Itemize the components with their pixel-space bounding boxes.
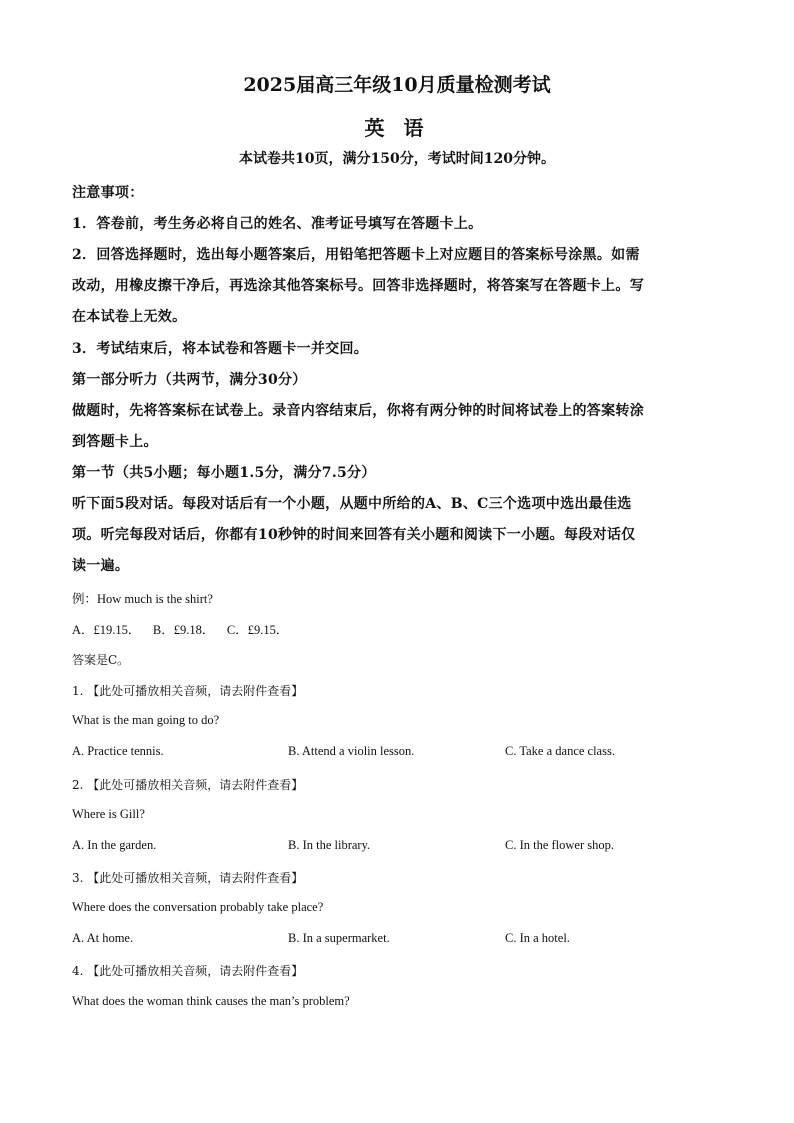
- part1-instructions-line-2: 到答题卡上。: [72, 434, 158, 450]
- question-3-text: Where does the conversation probably take place?: [72, 900, 324, 914]
- section1-instructions-line-2: 项。听完每段对话后，你都有10秒钟的时间来回答有关小题和阅读下一小题。每段对话仅: [72, 527, 636, 543]
- question-2-audio: 2. 【此处可播放相关音频，请去附件查看】: [72, 778, 304, 792]
- question-1-option-c: C. Take a dance class.: [505, 744, 615, 758]
- question-4-text: What does the woman think causes the man’s problem?: [72, 994, 350, 1008]
- question-1-audio: 1. 【此处可播放相关音频，请去附件查看】: [72, 684, 304, 698]
- exam-info: 本试卷共10页，满分150分，考试时间120分钟。: [239, 151, 555, 167]
- question-3-option-a: A. At home.: [72, 931, 134, 945]
- example-answer: 答案是C。: [72, 653, 130, 667]
- question-1-option-a: A. Practice tennis.: [72, 744, 164, 758]
- section1-heading: 第一节（共5小题；每小题1.5分，满分7.5分）: [72, 465, 376, 481]
- part1-heading: 第一部分听力（共两节，满分30分）: [72, 372, 307, 388]
- question-3-option-c: C. In a hotel.: [505, 931, 570, 945]
- note-item-3: 3．考试结束后，将本试卷和答题卡一并交回。: [72, 341, 369, 357]
- section1-instructions-line-3: 读一遍。: [72, 558, 130, 574]
- exam-title: 2025届高三年级10月质量检测考试: [243, 74, 551, 96]
- question-3-option-b: B. In a supermarket.: [288, 931, 390, 945]
- section1-instructions-line-1: 听下面5段对话。每段对话后有一个小题，从题中所给的A、B、C三个选项中选出最佳选: [72, 496, 632, 512]
- question-2-option-b: B. In the library.: [288, 838, 371, 852]
- notes-heading: 注意事项：: [72, 185, 144, 201]
- question-2-option-c: C. In the flower shop.: [505, 838, 615, 852]
- question-2-text: Where is Gill?: [72, 807, 145, 821]
- note-item-2-line-3: 在本试卷上无效。: [72, 309, 187, 325]
- question-4-audio: 4. 【此处可播放相关音频，请去附件查看】: [72, 964, 304, 978]
- note-item-1: 1．答卷前，考生务必将自己的姓名、准考证号填写在答题卡上。: [72, 216, 483, 232]
- question-3-audio: 3. 【此处可播放相关音频，请去附件查看】: [72, 871, 304, 885]
- question-2-option-a: A. In the garden.: [72, 838, 157, 852]
- note-item-2-line-1: 2．回答选择题时，选出每小题答案后，用铅笔把答题卡上对应题目的答案标号涂黑。如需: [72, 247, 640, 263]
- question-1-option-b: B. Attend a violin lesson.: [288, 744, 415, 758]
- example-options: A．£19.15． B．£9.18． C．£9.15．: [72, 623, 289, 637]
- question-1-text: What is the man going to do?: [72, 713, 220, 727]
- part1-instructions-line-1: 做题时，先将答案标在试卷上。录音内容结束后，你将有两分钟的时间将试卷上的答案转涂: [72, 403, 644, 419]
- subject-title: 英 语: [364, 116, 430, 140]
- note-item-2-line-2: 改动，用橡皮擦干净后，再选涂其他答案标号。回答非选择题时，将答案写在答题卡上。写: [72, 278, 644, 294]
- example-question: 例：How much is the shirt?: [72, 592, 213, 606]
